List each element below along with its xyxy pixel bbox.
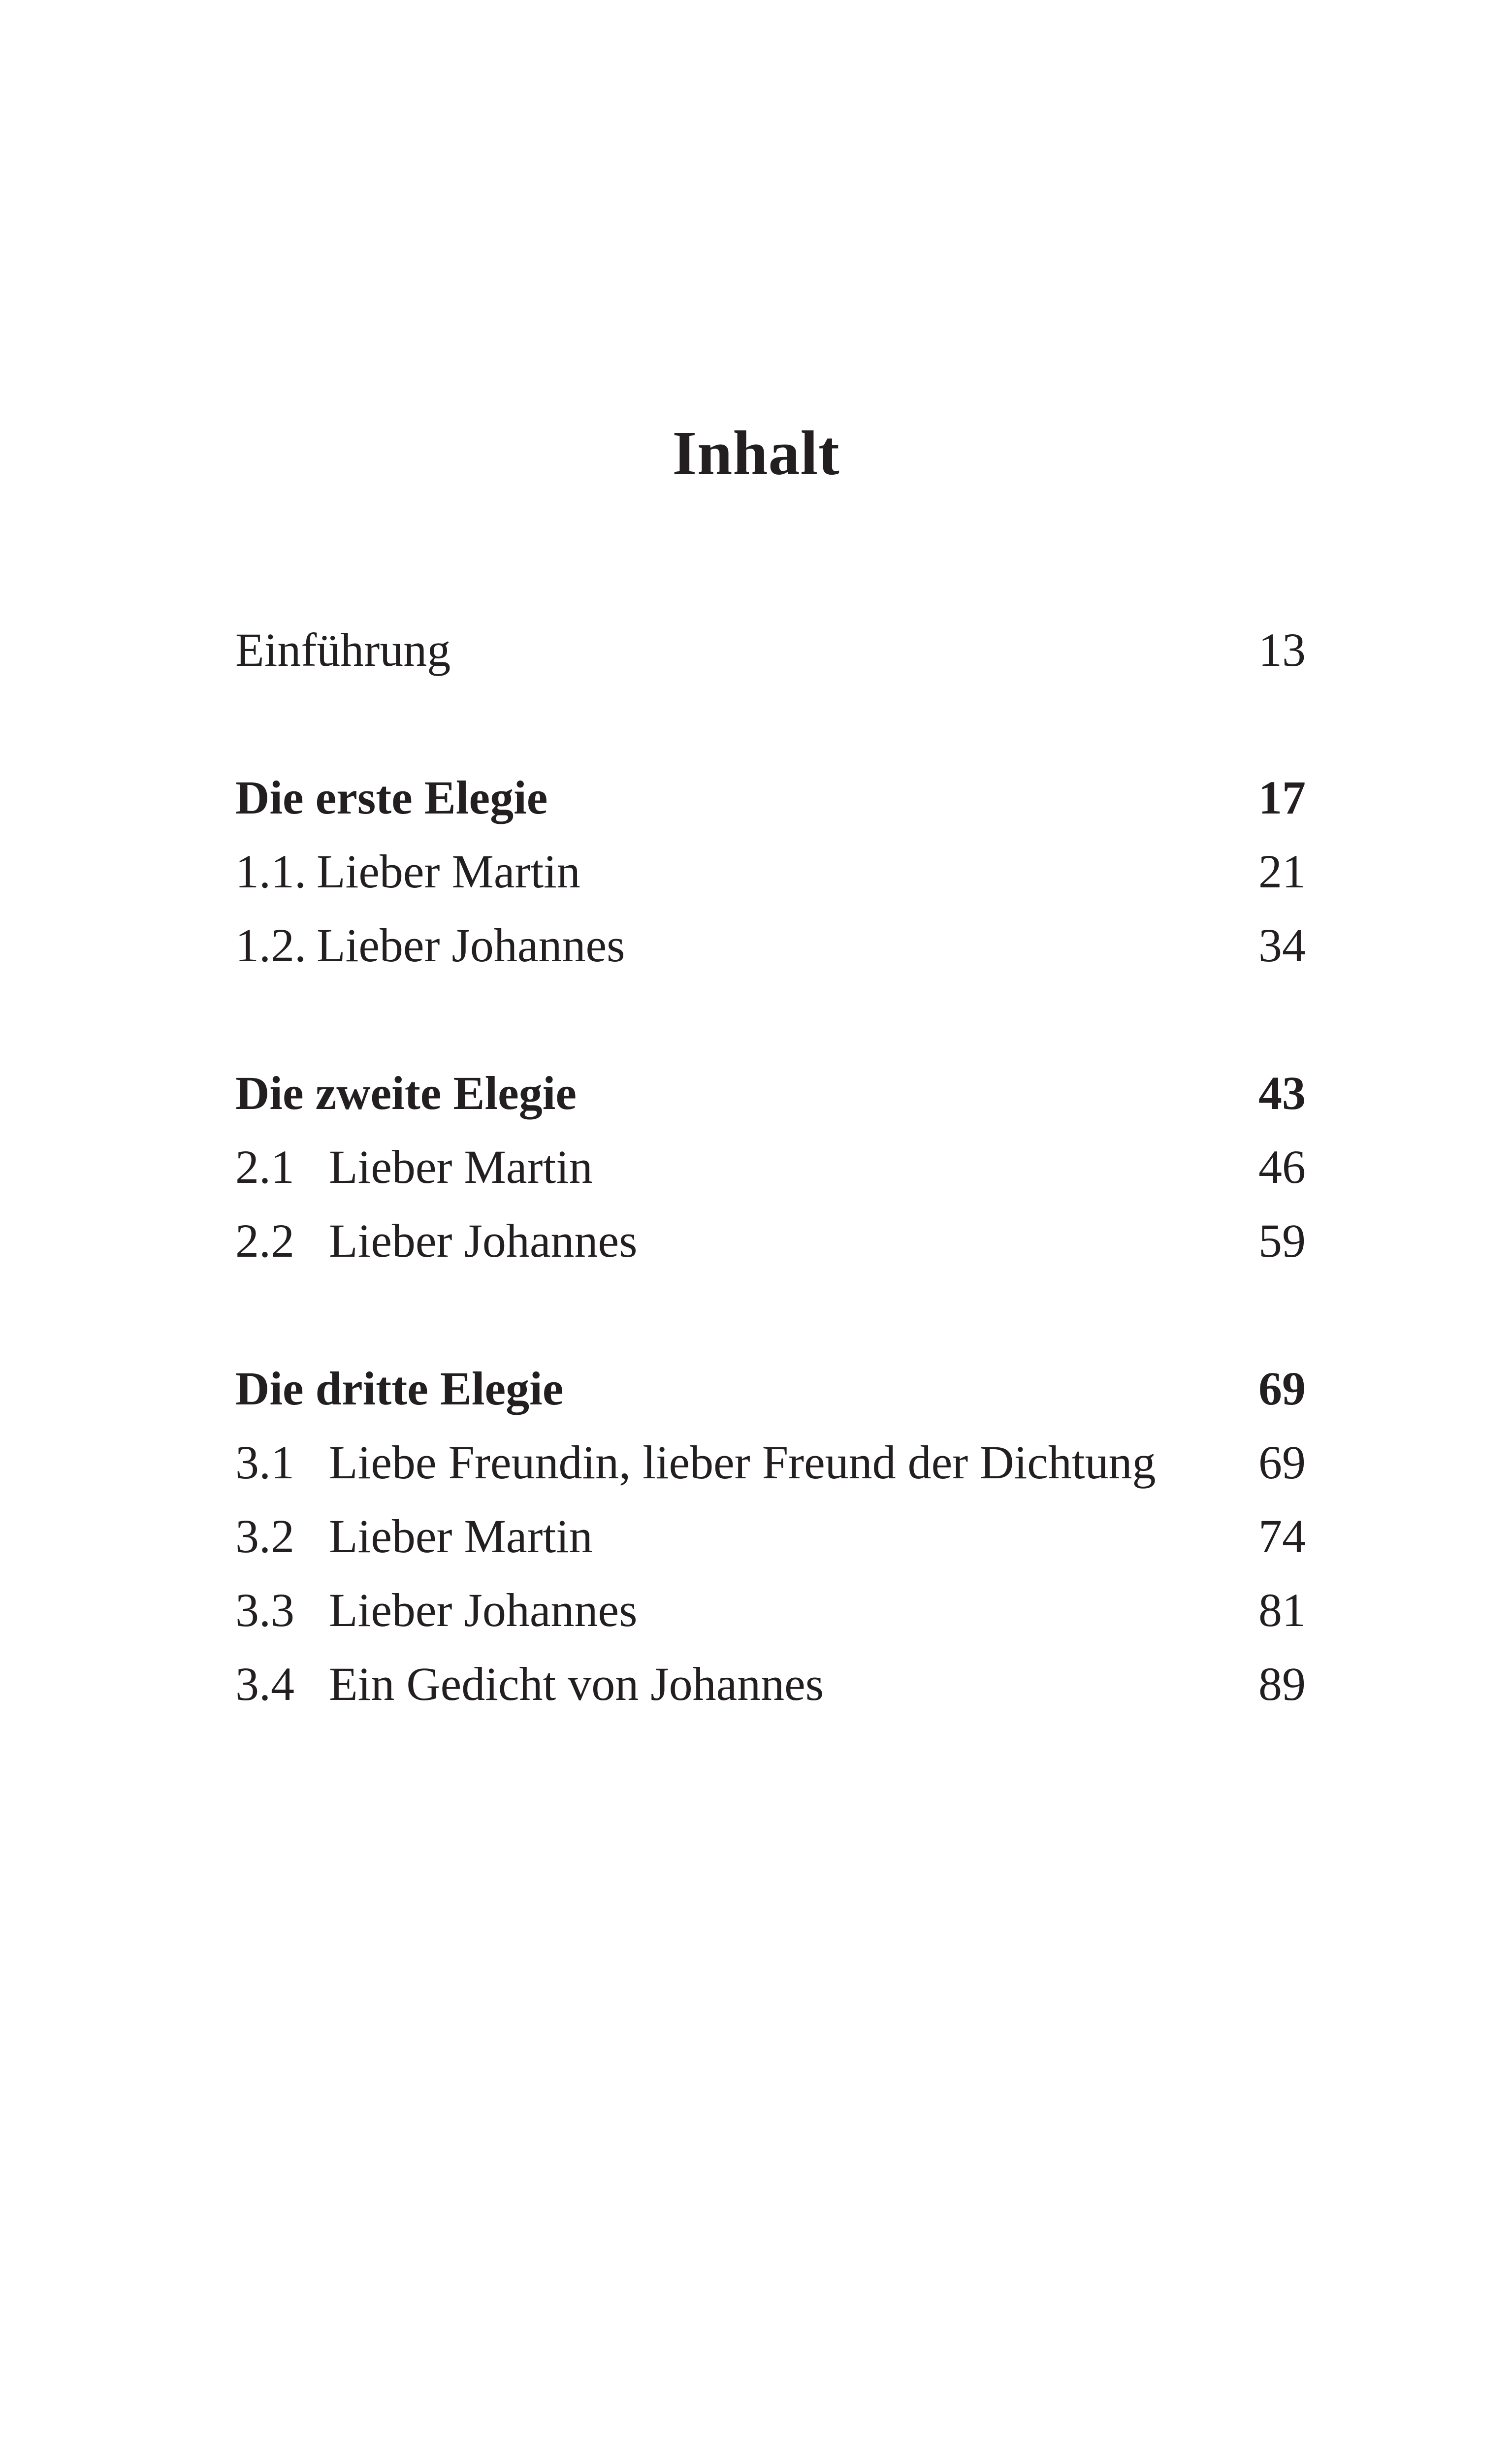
toc-page-number: 34 [1258, 919, 1306, 972]
toc-page-number: 13 [1258, 623, 1306, 676]
toc-entry-label: Lieber Johannes [329, 1214, 638, 1267]
toc-section-heading[interactable] [235, 766, 1306, 830]
toc-entry-number: 3.1 [235, 1436, 294, 1489]
page-title: Inhalt [672, 418, 840, 488]
toc-entry-number: 1.2. [235, 919, 306, 972]
toc-section-title: Die zweite Elegie [235, 1067, 577, 1119]
toc-entry-label: Liebe Freundin, lieber Freund der Dichtung [329, 1436, 1156, 1489]
toc-page-number: 81 [1258, 1584, 1306, 1636]
toc-entry-label: Lieber Martin [329, 1510, 593, 1563]
toc-entry-number: 2.1 [235, 1140, 294, 1193]
toc-page-number: 46 [1258, 1140, 1306, 1193]
toc-entry-label: Einführung [235, 623, 451, 676]
toc-entry[interactable] [235, 913, 1306, 977]
toc-section-title: Die dritte Elegie [235, 1362, 564, 1415]
toc-page-number: 89 [1258, 1658, 1306, 1710]
toc-page-number: 59 [1258, 1214, 1306, 1267]
toc-entry-intro[interactable] [235, 618, 1306, 682]
toc-entry-label: Lieber Martin [317, 845, 580, 898]
toc-entry-number: 3.2 [235, 1510, 294, 1563]
toc-entry-number: 1.1. [235, 845, 306, 898]
toc-entry[interactable] [235, 840, 1306, 904]
toc-entry-label: Lieber Martin [329, 1140, 593, 1193]
toc-entry[interactable] [235, 1504, 1306, 1568]
toc-page-number: 21 [1258, 845, 1306, 898]
toc-page-number: 69 [1258, 1362, 1306, 1415]
toc-page-number: 69 [1258, 1436, 1306, 1489]
toc-page-number: 74 [1258, 1510, 1306, 1563]
toc-entry[interactable] [235, 1209, 1306, 1273]
toc-page-number: 17 [1258, 771, 1306, 824]
toc-entry[interactable] [235, 1135, 1306, 1199]
toc-section-heading[interactable] [235, 1061, 1306, 1125]
toc-entry[interactable] [235, 1652, 1306, 1716]
toc-entry[interactable] [235, 1578, 1306, 1642]
toc-page-number: 43 [1258, 1067, 1306, 1119]
toc-entry-label: Lieber Johannes [317, 919, 625, 972]
toc-entry[interactable] [235, 1431, 1306, 1495]
toc-entry-number: 3.4 [235, 1658, 294, 1710]
toc-entry-number: 3.3 [235, 1584, 294, 1636]
toc-entry-label: Lieber Johannes [329, 1584, 638, 1636]
toc-entry-number: 2.2 [235, 1214, 294, 1267]
toc-entry-label: Ein Gedicht von Johannes [329, 1658, 824, 1710]
toc-section-title: Die erste Elegie [235, 771, 548, 824]
toc-section-heading[interactable] [235, 1357, 1306, 1421]
